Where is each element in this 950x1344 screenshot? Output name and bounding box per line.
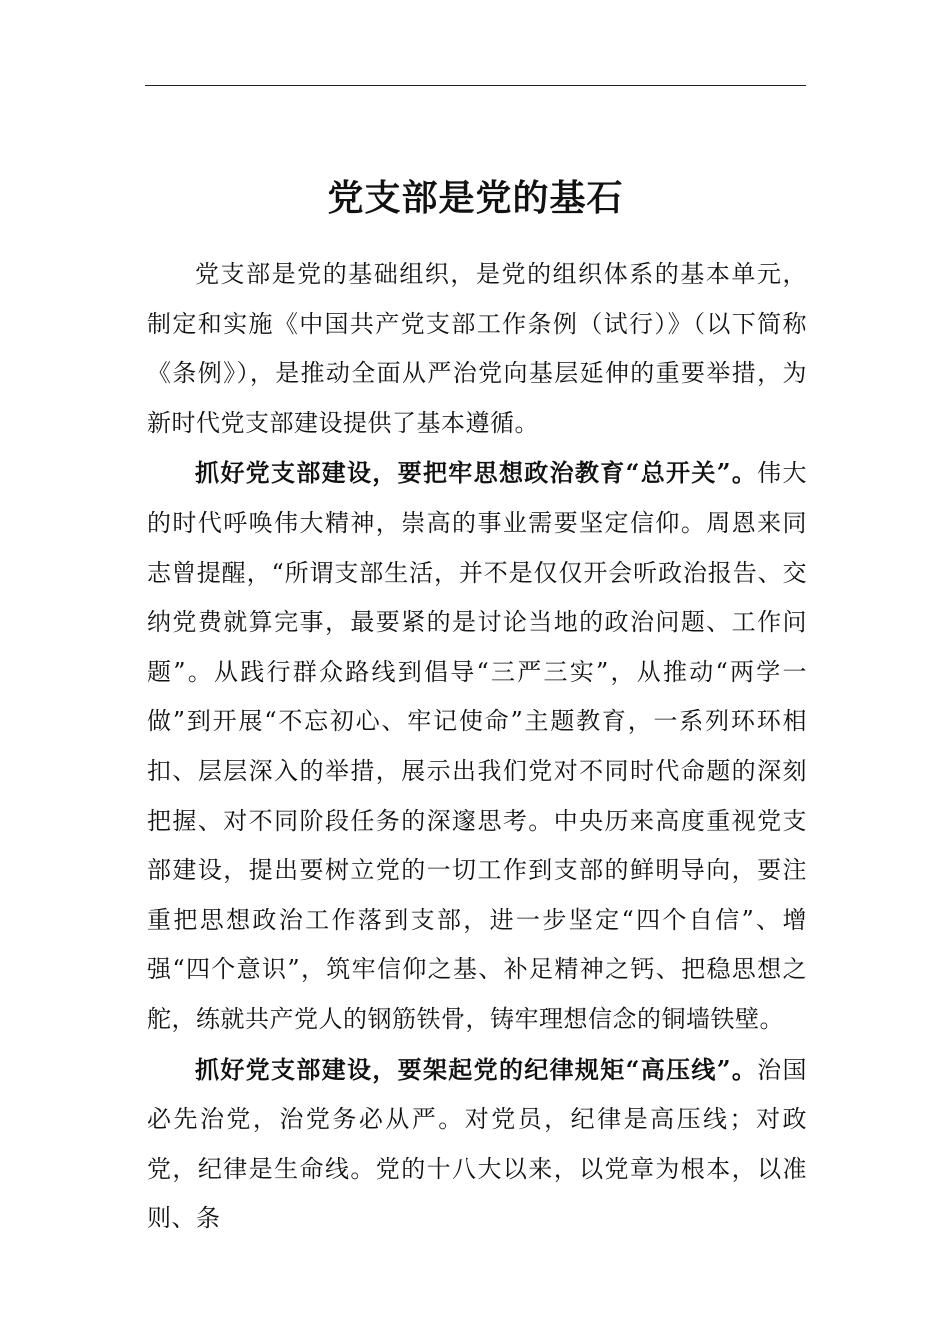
paragraph-lead: 抓好党支部建设，要把牢思想政治教育“总开关”。 — [195, 458, 758, 488]
document-title: 党支部是党的基石 — [327, 177, 624, 219]
paragraph-text: 治国必先治党，治党务必从严。对党员，纪律是高压线；对政党，纪律是生命线。党的十八大以来，以党章为根本，以准则、条 — [147, 1055, 808, 1233]
header-rule — [145, 85, 806, 86]
document-body — [147, 249, 807, 1244]
paragraph-intro — [147, 249, 807, 448]
paragraph-text: 党支部是党的基础组织，是党的组织体系的基本单元，制定和实施《中国共产党支部工作条例（试行）》（以下简称《条例》），是推动全面从严治党向基层延伸的重要举措，为新时代党支部建设提供了基本遵循。 — [147, 260, 807, 437]
paragraph-ideology — [147, 448, 807, 1044]
paragraph-lead: 抓好党支部建设，要架起党的纪律规矩“高压线”。 — [195, 1054, 758, 1084]
paragraph-text: 伟大的时代呼唤伟大精神，崇高的事业需要坚定信仰。周恩来同志曾提醒，“所谓支部生活，并不是仅仅开会听政治报告、交纳党费就算完事，最要紧的是讨论当地的政治问题、工作问题”。从践行群众路线到倡导“三严三实”，从推动“两学一做”到开展“不忘初心、牢记使命”主题教育，一系列环环相扣、层层深入的举措，展示出我们党对不同时代命题的深刻把握、对不同阶段任务的深邃思考。中央历来高度重视党支部建设，提出要树立党的一切工作到支部的鲜明导向，要注重把思想政治工作落到支部，进一步坚定“四个自信”、增强“四个意识”，筑牢信仰之基、补足精神之钙、把稳思想之舵，练就共产党人的钢筋铁骨，铸牢理想信念的铜墙铁壁。 — [147, 459, 808, 1033]
paragraph-discipline — [147, 1045, 807, 1244]
